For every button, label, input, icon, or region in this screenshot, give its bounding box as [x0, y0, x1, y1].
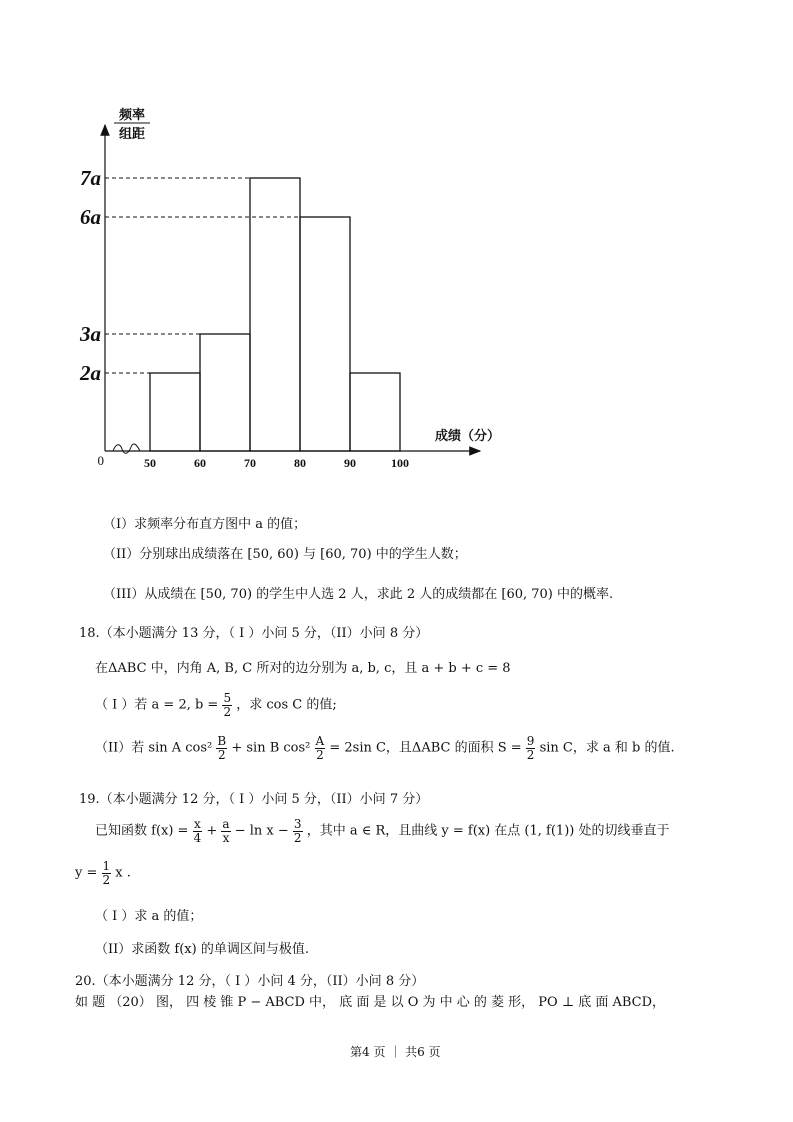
q18-fraction-5-2 — [222, 692, 232, 718]
q19-header: 19.（本小题满分 12 分，（ I ）小问 5 分，（II）小问 7 分） — [79, 792, 429, 807]
q19-fraction-x-4 — [193, 818, 203, 844]
y-axis-label-numerator: 频率 — [118, 108, 146, 123]
fraction-denominator: 2 — [316, 747, 324, 762]
x-axis-label: 成绩（分） — [435, 429, 501, 444]
fraction-numerator: x — [194, 817, 201, 831]
fraction-denominator: 2 — [217, 747, 226, 762]
fraction-denominator: 4 — [193, 830, 202, 845]
q18-fraction-b-2 — [216, 735, 227, 761]
frequency-histogram — [0, 0, 793, 480]
q18-part2-text-c: = 2sin C，且ΔABC 的面积 S = — [329, 740, 522, 756]
axis-break-mark — [113, 444, 140, 453]
q19-fraction-3-2 — [293, 818, 303, 844]
fraction-numerator: 1 — [102, 859, 111, 873]
x-tick-label: 50 — [144, 456, 156, 470]
q19-line2-text-a: y = — [75, 865, 98, 881]
q20-stem: 如 题 （20） 图， 四 棱 锥 P − ABCD 中， 底 面 是 以 O 为 中 心 的 菱 形， PO ⊥ 底 面 ABCD， — [75, 995, 666, 1010]
q19-fraction-a-x — [221, 818, 230, 844]
fraction-numerator: B — [217, 734, 227, 748]
q19-stem-text-b: + — [206, 823, 218, 839]
q18-header: 18.（本小题满分 13 分，（ I ）小问 5 分，（II）小问 8 分） — [79, 626, 429, 641]
x-tick-label: 100 — [391, 456, 409, 470]
page-footer: 第4 页 ｜ 共6 页 — [350, 1045, 441, 1059]
y-tick-label: 2a — [80, 361, 101, 385]
q19-line2-text-b: x . — [115, 865, 131, 881]
q19-stem-text-d: ，其中 a ∈ R，且曲线 y = f(x) 在点 (1, f(1)) 处的切线垂直于 — [306, 823, 670, 839]
x-tick-label: 80 — [294, 456, 306, 470]
x-tick-label: 60 — [194, 456, 206, 470]
q18-stem: 在ΔABC 中，内角 A, B, C 所对的边分别为 a, b, c，且 a + b + c = 8 — [95, 661, 511, 676]
q18-fraction-a-2 — [315, 735, 326, 761]
q18-part1 — [95, 692, 337, 718]
fraction-numerator: A — [315, 734, 325, 748]
histogram-bar — [350, 373, 400, 451]
fraction-denominator: 2 — [293, 830, 302, 845]
q18-part2-text-a: （II）若 sin A cos² — [95, 740, 213, 756]
q18-fraction-9-2 — [526, 735, 536, 761]
q19-stem-text-c: − ln x − — [234, 823, 289, 839]
fraction-numerator: 9 — [526, 734, 535, 748]
fraction-numerator: 5 — [223, 691, 232, 705]
y-axis-label-denominator: 组距 — [118, 127, 146, 142]
fraction-denominator: x — [222, 830, 230, 845]
q18-part2 — [95, 735, 675, 761]
histogram-bar — [250, 178, 300, 451]
fraction-denominator: 2 — [102, 872, 111, 887]
q17-part3: （III）从成绩在 [50, 70) 的学生中人选 2 人，求此 2 人的成绩都在 [60, 70) 中的概率. — [103, 587, 614, 602]
q19-fraction-1-2 — [102, 860, 112, 886]
q17-part1: （I）求频率分布直方图中 a 的值； — [103, 517, 307, 532]
q19-part1: （ I ）求 a 的值； — [95, 909, 203, 924]
histogram-bar — [150, 373, 200, 451]
histogram-bar — [200, 334, 250, 451]
q18-part2-text-b: + sin B cos² — [231, 740, 311, 756]
y-tick-label: 3a — [80, 322, 101, 346]
y-tick-label: 7a — [80, 166, 101, 190]
origin-label: 0 — [97, 453, 104, 468]
fraction-numerator: a — [222, 817, 230, 831]
q20-header: 20.（本小题满分 12 分，（ I ）小问 4 分，（II）小问 8 分） — [75, 974, 425, 989]
q19-stem — [95, 818, 669, 844]
y-tick-label: 6a — [80, 205, 101, 229]
fraction-denominator: 2 — [526, 747, 535, 762]
q19-stem-text-a: 已知函数 f(x) = — [95, 823, 189, 839]
q18-part1-suffix: ，求 cos C 的值; — [236, 697, 337, 713]
x-tick-label: 90 — [344, 456, 356, 470]
q17-part2: （II）分别球出成绩落在 [50, 60) 与 [60, 70) 中的学生人数； — [103, 547, 467, 562]
q18-part2-text-d: sin C，求 a 和 b 的值. — [539, 740, 675, 756]
q18-part1-prefix: （ I ）若 a = 2, b = — [95, 697, 219, 713]
fraction-numerator: 3 — [293, 817, 302, 831]
histogram-bar — [300, 217, 350, 451]
q19-stem-line2 — [75, 860, 131, 886]
fraction-denominator: 2 — [223, 704, 232, 719]
x-tick-label: 70 — [244, 456, 256, 470]
q19-part2: （II）求函数 f(x) 的单调区间与极值. — [95, 942, 309, 957]
